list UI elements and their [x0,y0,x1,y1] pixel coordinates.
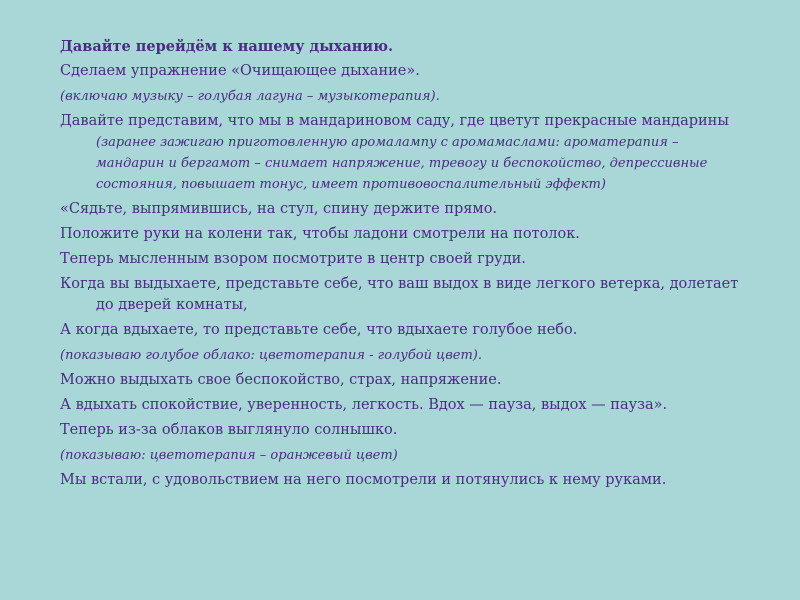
line-garden [60,111,740,195]
line-orange-note: (показываю: цветотерапия – оранжевый цвет) [60,448,398,463]
line-exhale-worry: Можно выдыхать свое беспокойство, страх, напряжение. [60,372,502,388]
line-heading: Давайте перейдём к нашему дыханию. [60,38,394,55]
line-inhale: А когда вдыхаете, то представьте себе, что вдыхаете голубое небо. [60,322,578,338]
line-garden-aroma-note: (заранее зажигаю приготовленную аромалампу с аромамаслами: ароматерапия – мандарин и бергамот – снимает напряжение, тревогу и беспокойство, депрессивные состояния, повышает тонус, имеет противовоспалительный эффект) [96,135,708,192]
line-exhale: Когда вы выдыхаете, представьте себе, что ваш выдох в виде легкого ветерка, долетает до дверей комнаты, [60,276,739,313]
line-sun: Теперь из-за облаков выглянуло солнышко. [60,422,398,438]
line-sit-straight: «Сядьте, выпрямившись, на стул, спину держите прямо. [60,201,498,217]
line-chest: Теперь мысленным взором посмотрите в центр своей груди. [60,251,526,267]
line-music-note: (включаю музыку – голубая лагуна – музыкотерапия). [60,89,440,104]
line-hands: Положите руки на колени так, чтобы ладони смотрели на потолок. [60,226,580,242]
line-garden-text: Давайте представим, что мы в мандариновом саду, где цветут прекрасные мандарины [60,113,729,129]
line-inhale-calm: А вдыхать спокойствие, уверенность, легкость. Вдох — пауза, выдох — пауза». [60,397,668,413]
slide-text-body [60,36,740,495]
line-stretch: Мы встали, с удовольствием на него посмотрели и потянулись к нему руками. [60,472,667,488]
line-blue-cloud-note: (показываю голубое облако: цветотерапия - голубой цвет). [60,348,482,363]
line-exercise-title: Сделаем упражнение «Очищающее дыхание». [60,63,420,79]
